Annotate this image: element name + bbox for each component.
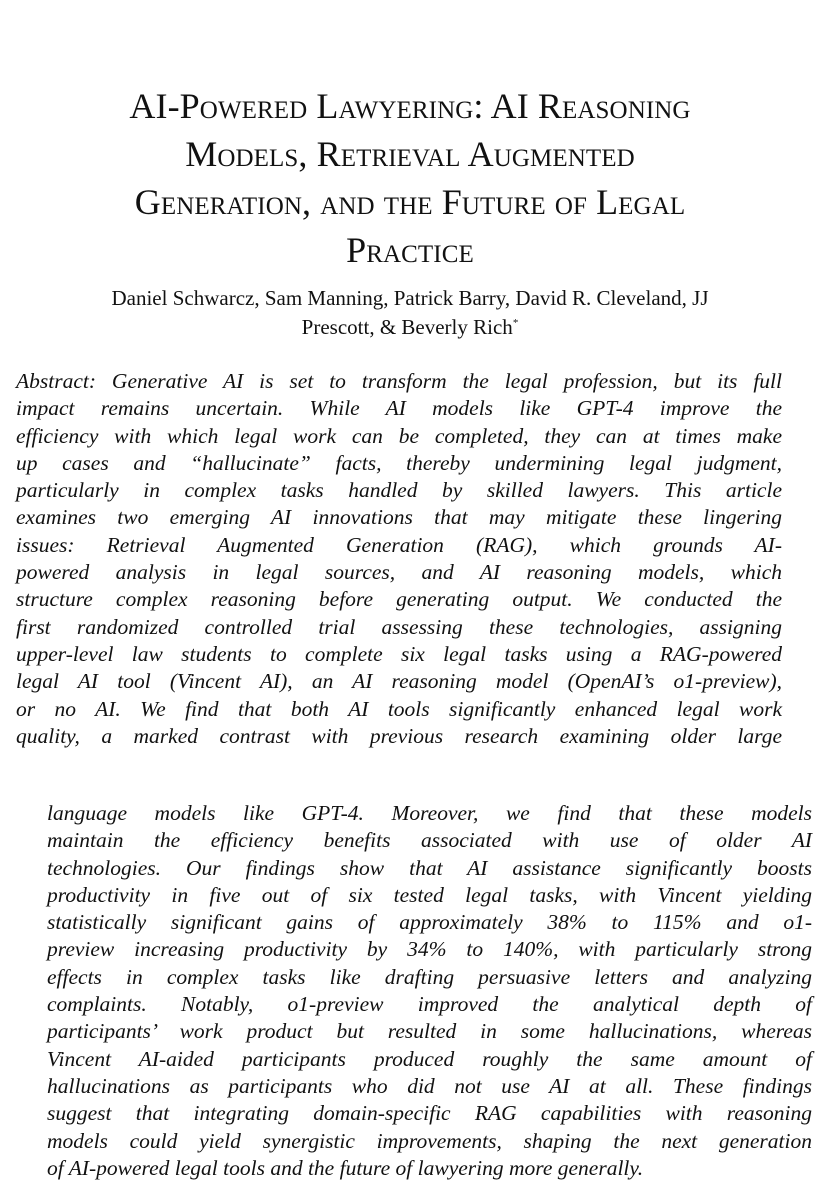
footnote-mark[interactable]: * (512, 317, 519, 329)
abstract-line: or no AI. We find that both AI tools significantly enhanced legal work (16, 696, 782, 721)
author-line: Prescott, & Beverly Rich (301, 315, 513, 339)
abstract-line: first randomized controlled trial assessing these technologies, assigning (16, 614, 782, 639)
author-list (10, 284, 810, 342)
abstract-line: upper-level law students to complete six legal tasks using a RAG-powered (16, 641, 782, 666)
author-line-2 (10, 313, 810, 342)
abstract-line: language models like GPT-4. Moreover, we find that these models (47, 801, 812, 825)
abstract-line: hallucinations as participants who did not use AI at all. These findings (47, 1073, 812, 1098)
author-line: Daniel Schwarcz, Sam Manning, Patrick Barry, David R. Cleveland, JJ (111, 286, 709, 310)
abstract-line: Abstract: Generative AI is set to transform the legal profession, but its full (16, 369, 782, 393)
abstract-line: quality, a marked contrast with previous research examining older large (16, 723, 782, 748)
abstract-line: impact remains uncertain. While AI models like GPT-4 improve the (16, 396, 782, 421)
abstract-line: efficiency with which legal work can be completed, they can at times make (16, 423, 782, 448)
abstract-line: statistically significant gains of approximately 38% to 115% and o1- (47, 910, 812, 935)
abstract-line: participants’ work product but resulted in some hallucinations, whereas (47, 1019, 812, 1044)
abstract-line: complaints. Notably, o1-preview improved the analytical depth of (47, 992, 812, 1017)
abstract-line: particularly in complex tasks handled by skilled lawyers. This article (16, 478, 782, 503)
abstract-line: maintain the efficiency benefits associated with use of older AI (47, 828, 812, 853)
title-line: Practice (346, 230, 474, 270)
abstract-line: suggest that integrating domain-specific RAG capabilities with reasoning (47, 1101, 812, 1126)
abstract-line: of AI-powered legal tools and the future of lawyering more generally. (47, 1155, 644, 1180)
abstract-block-1 (16, 368, 782, 750)
abstract-line: powered analysis in legal sources, and AI reasoning models, which (16, 560, 782, 585)
abstract-line: preview increasing productivity by 34% to 140%, with particularly strong (47, 937, 812, 962)
abstract-line: productivity in five out of six tested legal tasks, with Vincent yielding (47, 882, 812, 907)
title-line: Models, Retrieval Augmented (185, 134, 635, 174)
title-line: Generation, and the Future of Legal (134, 182, 686, 222)
abstract-block-2 (47, 800, 812, 1182)
abstract-line: issues: Retrieval Augmented Generation (RAG), which grounds AI- (16, 532, 782, 557)
abstract-line: models could yield synergistic improvements, shaping the next generation (47, 1128, 812, 1153)
abstract-line: Vincent AI-aided participants produced roughly the same amount of (47, 1046, 812, 1071)
abstract-line: effects in complex tasks like drafting persuasive letters and analyzing (47, 964, 812, 989)
paper-title (20, 82, 800, 274)
title-line: AI-Powered Lawyering: AI Reasoning (129, 86, 691, 126)
abstract-line: technologies. Our findings show that AI assistance significantly boosts (47, 855, 812, 880)
abstract-line: structure complex reasoning before generating output. We conducted the (16, 587, 782, 612)
abstract-line: examines two emerging AI innovations that may mitigate these lingering (16, 505, 782, 530)
abstract-line: legal AI tool (Vincent AI), an AI reasoning model (OpenAI’s o1-preview), (16, 669, 782, 694)
abstract-line: up cases and “hallucinate” facts, thereby undermining legal judgment, (16, 450, 782, 475)
